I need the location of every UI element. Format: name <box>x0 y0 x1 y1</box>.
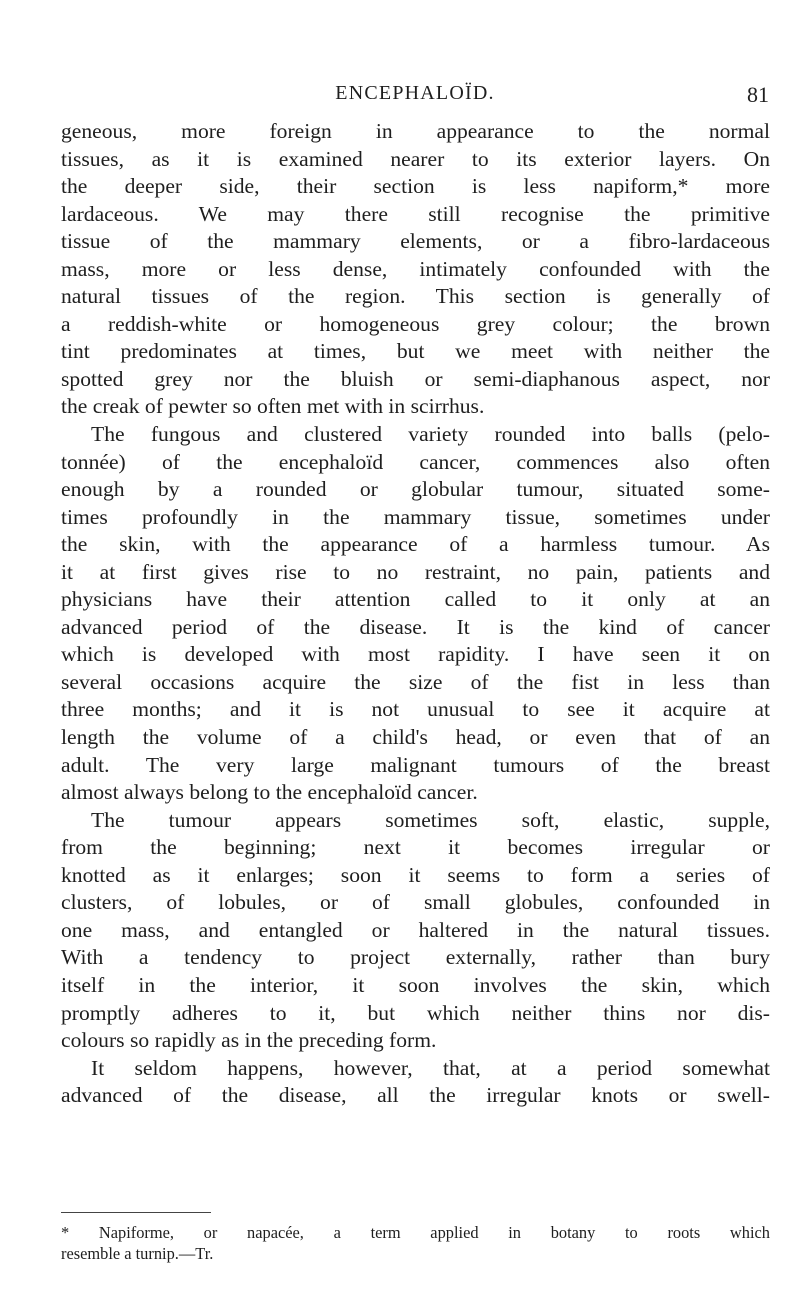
text-line: a reddish-white or homogeneous grey colour; the brown <box>61 311 770 336</box>
text-line: tissue of the mammary elements, or a fibro-lardaceous <box>61 229 770 254</box>
text-line: it at first gives rise to no restraint, no pain, patients and <box>61 559 770 584</box>
text-line: times profoundly in the mammary tissue, sometimes under <box>61 504 770 529</box>
text-line: knotted as it enlarges; soon it seems to form a series of <box>61 862 770 887</box>
footnote-rule <box>61 1212 211 1213</box>
text-line: mass, more or less dense, intimately confounded with the <box>61 256 770 281</box>
text-line: lardaceous. We may there still recognise the primitive <box>61 201 770 226</box>
text-line: geneous, more foreign in appearance to the normal <box>61 119 770 143</box>
footnote-line: * Napiforme, or napacée, a term applied in botany to roots which <box>61 1223 770 1242</box>
page-number: 81 <box>747 82 769 107</box>
text-line: tissues, as it is examined nearer to its exterior layers. On <box>61 146 770 171</box>
text-line: the creak of pewter so often met with in scirrhus. <box>61 394 485 419</box>
text-line: colours so rapidly as in the preceding form. <box>61 1028 437 1053</box>
footnote-line: resemble a turnip.—Tr. <box>61 1244 214 1263</box>
text-line: clusters, of lobules, or of small globules, confounded in <box>61 890 770 915</box>
text-line: spotted grey nor the bluish or semi-diaphanous aspect, nor <box>61 366 770 391</box>
text-line: several occasions acquire the size of the fist in less than <box>61 669 770 694</box>
text-line: It seldom happens, however, that, at a period somewhat <box>91 1055 770 1080</box>
text-line: advanced of the disease, all the irregular knots or swell- <box>61 1083 770 1108</box>
text-line: three months; and it is not unusual to see it acquire at <box>61 697 770 722</box>
text-line: The fungous and clustered variety rounded into balls (pelo- <box>91 422 770 447</box>
text-line: promptly adheres to it, but which neither thins nor dis- <box>61 1000 770 1025</box>
text-line: natural tissues of the region. This section is generally of <box>61 284 770 309</box>
body-text <box>61 118 770 1110</box>
text-line: which is developed with most rapidity. I have seen it on <box>61 642 770 667</box>
text-line: tonnée) of the encephaloïd cancer, commences also often <box>61 449 770 474</box>
page-header <box>61 82 769 112</box>
text-line: The tumour appears sometimes soft, elastic, supple, <box>91 807 770 832</box>
text-line: the deeper side, their section is less napiform,* more <box>61 174 770 199</box>
text-line: from the beginning; next it becomes irregular or <box>61 835 770 860</box>
text-line: length the volume of a child's head, or even that of an <box>61 725 770 750</box>
text-line: adult. The very large malignant tumours of the breast <box>61 752 770 777</box>
text-line: physicians have their attention called to it only at an <box>61 587 770 612</box>
text-line: advanced period of the disease. It is the kind of cancer <box>61 614 770 639</box>
text-line: With a tendency to project externally, rather than bury <box>61 945 770 970</box>
text-line: itself in the interior, it soon involves the skin, which <box>61 972 770 997</box>
text-line: the skin, with the appearance of a harmless tumour. As <box>61 532 770 557</box>
text-line: one mass, and entangled or haltered in the natural tissues. <box>61 917 770 942</box>
footnote <box>61 1222 770 1264</box>
text-line: enough by a rounded or globular tumour, situated some- <box>61 477 770 502</box>
text-line: almost always belong to the encephaloïd cancer. <box>61 780 478 805</box>
text-line: tint predominates at times, but we meet with neither the <box>61 339 770 364</box>
running-head: ENCEPHALOÏD. <box>335 82 495 104</box>
